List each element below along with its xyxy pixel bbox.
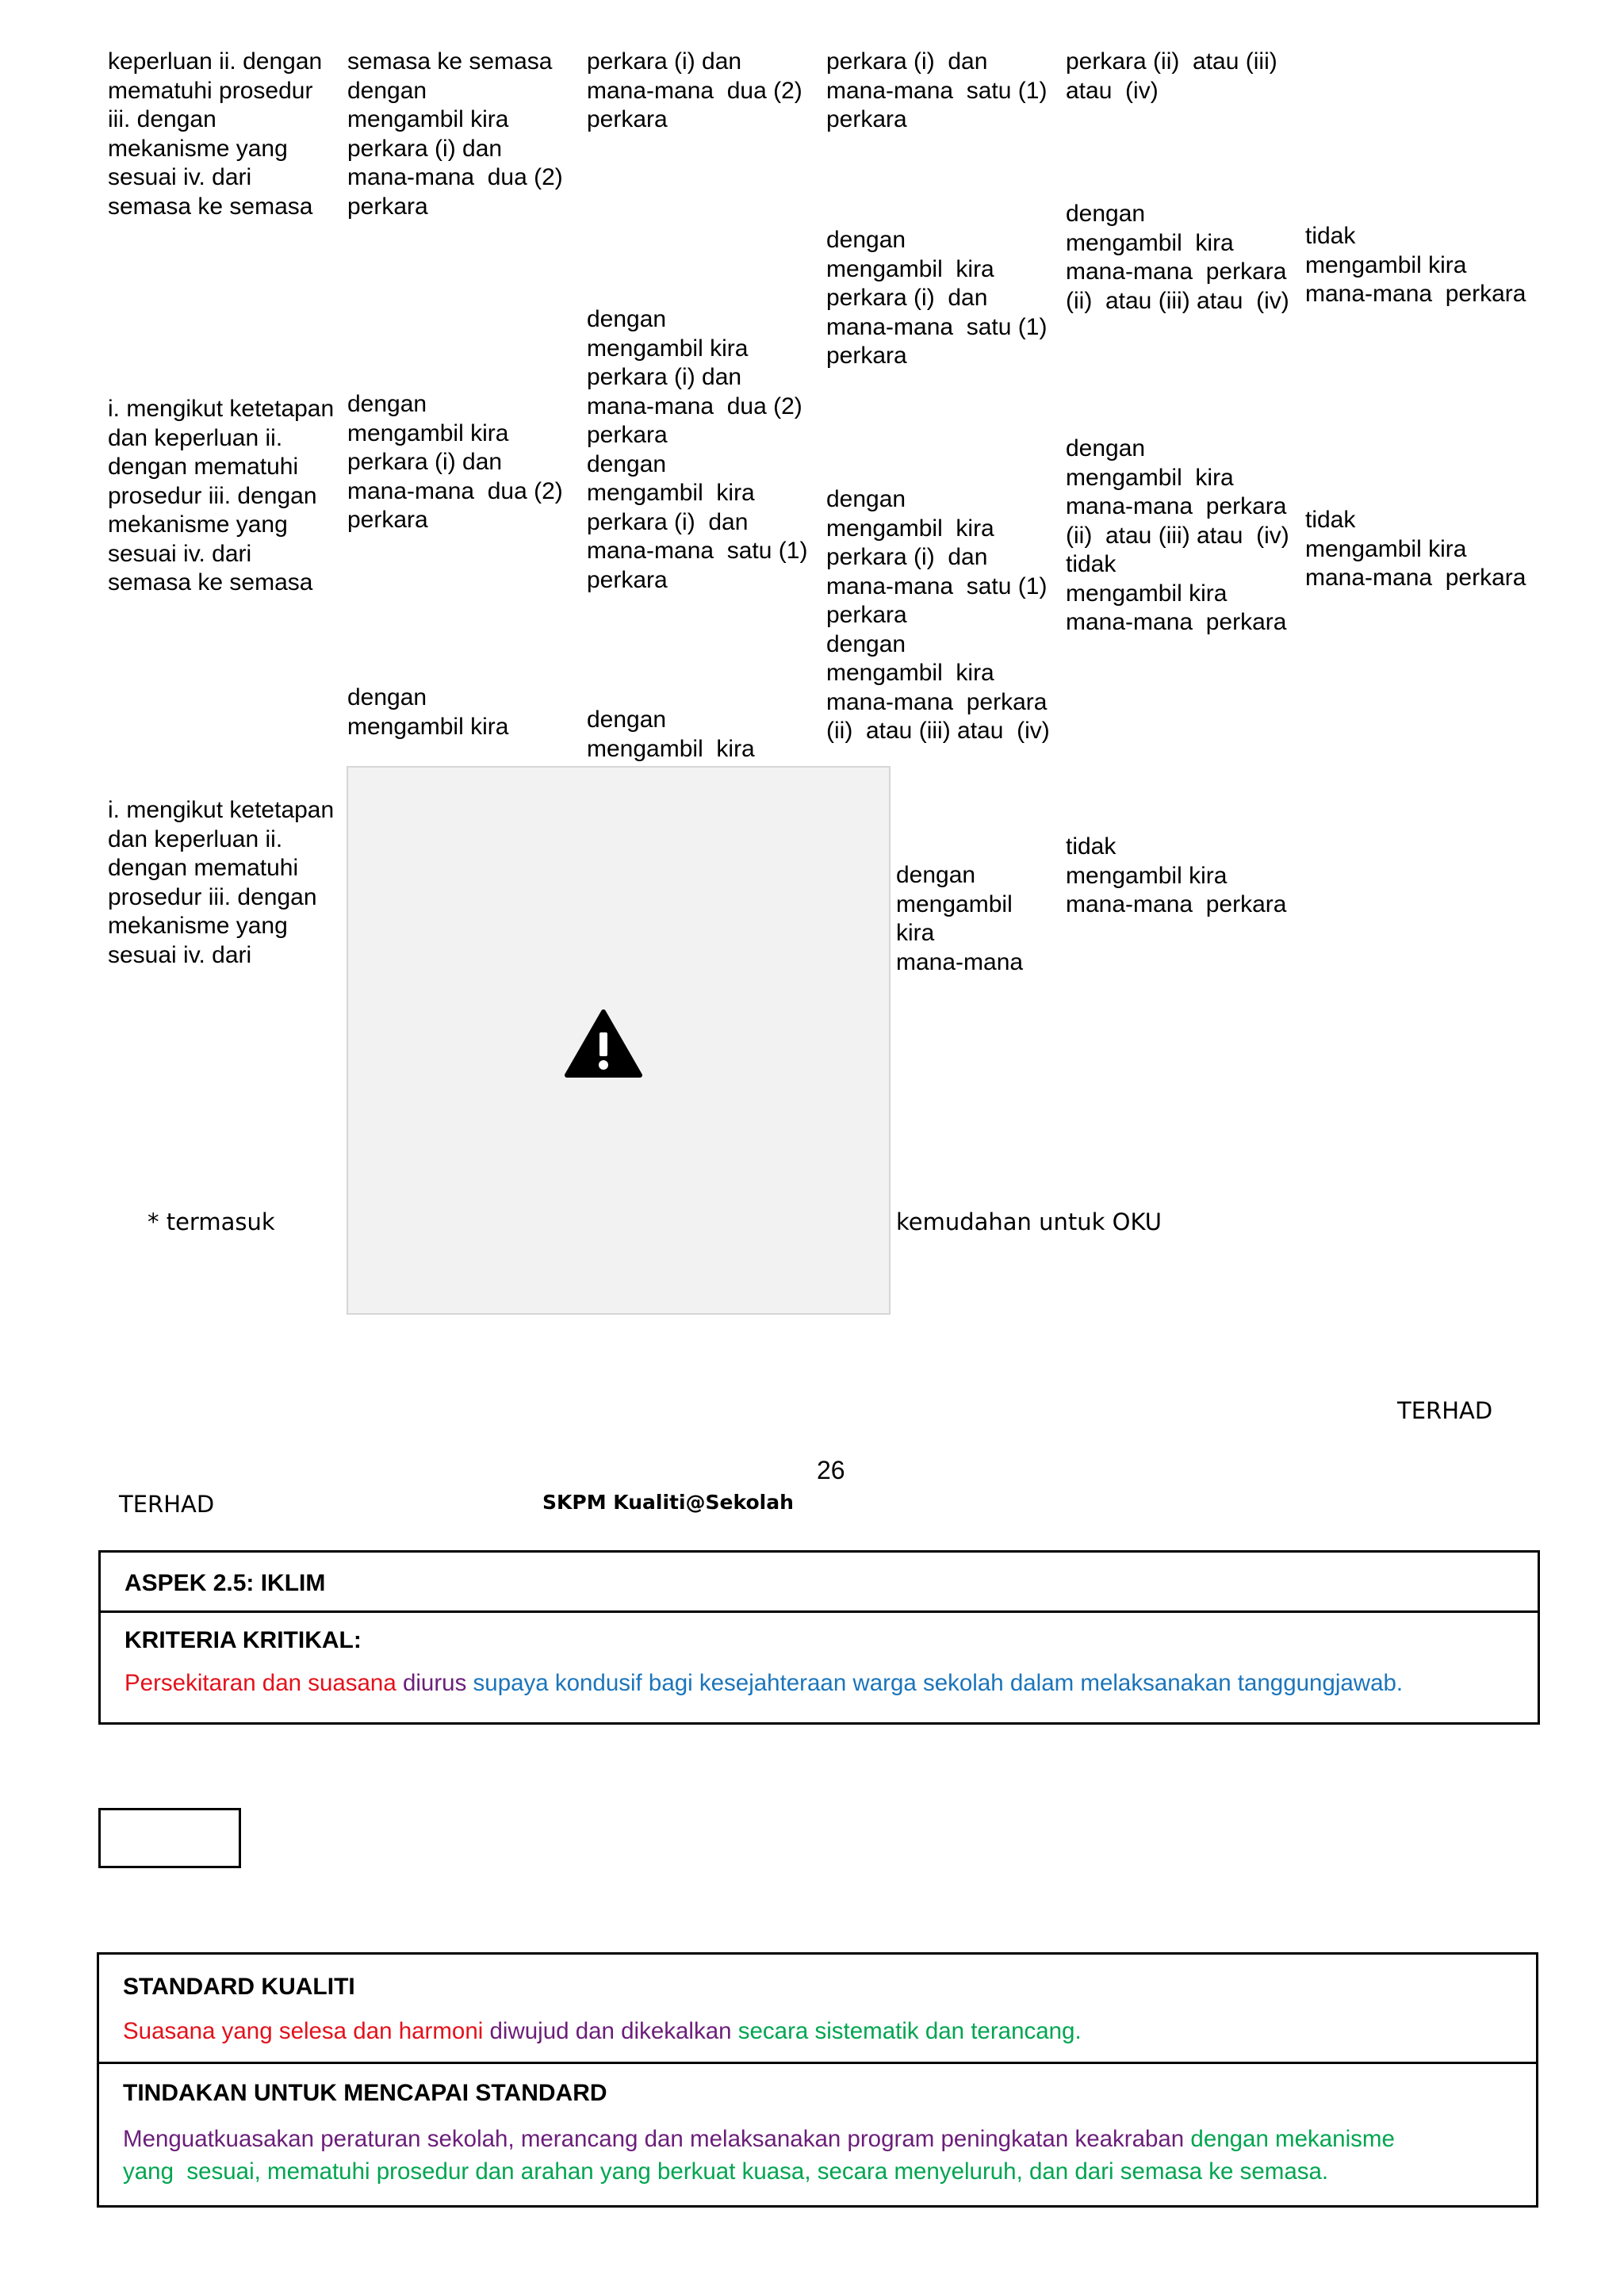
table-cell-r4c4: dengan mengambil kira mana-mana: [896, 862, 1024, 975]
table-cell-r1c3: perkara (i) dan mana-mana dua (2) perkara: [587, 48, 802, 132]
table-cell-r1c1: keperluan ii. dengan mematuhi prosedur iii. dengan mekanisme yang sesuai iv. dari semasa ke semasa: [108, 48, 323, 220]
table-cell-r2c5: dengan mengambil kira mana-mana perkara (ii) atau (iii) atau (iv): [1066, 201, 1289, 314]
table-cell-r4c5: tidak mengambil kira mana-mana perkara: [1066, 833, 1287, 917]
kriteria-row: [101, 1613, 1538, 1722]
table-cell-r1c2: semasa ke semasa dengan mengambil kira perkara (i) dan mana-mana dua (2) perkara: [347, 48, 563, 220]
table-cell-r3c2: dengan mengambil kira: [347, 684, 509, 740]
note-right: kemudahan untuk OKU: [896, 1208, 1162, 1235]
aspek-box: [98, 1550, 1540, 1725]
table-cell-r3c4: dengan mengambil kira perkara (i) dan mana-mana satu (1) perkara dengan mengambil kira mana-mana perkara (ii) atau (iii) atau (iv): [826, 486, 1050, 744]
table-cell-r2c1: i. mengikut ketetapan dan keperluan ii. dengan mematuhi prosedur iii. dengan mekanisme yang sesuai iv. dari semasa ke semasa: [108, 396, 335, 596]
kriteria-purpose: supaya kondusif bagi kesejahteraan warga sekolah dalam melaksanakan tanggungjawab.: [473, 1670, 1404, 1696]
table-cell-r2c3: dengan mengambil kira perkara (i) dan mana-mana dua (2) perkara dengan mengambil kira perkara (i) dan mana-mana satu (1) perkara: [587, 306, 808, 593]
standard-box: [97, 1952, 1538, 2208]
kriteria-subject: Persekitaran dan suasana: [124, 1670, 396, 1696]
tindakan-row: [99, 2064, 1536, 2205]
kriteria-text: [124, 1667, 1403, 1699]
standard-manner: secara sistematik dan terancang.: [737, 2018, 1082, 2044]
terhad-label-top: TERHAD: [1397, 1397, 1493, 1424]
aspek-title: ASPEK 2.5: IKLIM: [124, 1570, 326, 1596]
score-box: [98, 1808, 241, 1868]
table-cell-r3c5: dengan mengambil kira mana-mana perkara (ii) atau (iii) atau (iv) tidak mengambil kira mana-mana perkara: [1066, 435, 1289, 635]
tindakan-manner: dengan mekanisme yang sesuai, mematuhi prosedur dan arahan yang berkuat kuasa, secara menyeluruh, dan dari semasa ke semasa.: [123, 2126, 1395, 2185]
standard-row: [99, 1955, 1536, 2064]
tindakan-action: Menguatkuasakan peraturan sekolah, merancang dan melaksanakan program peningkatan keakraban: [123, 2126, 1185, 2152]
table-cell-r2c6: tidak mengambil kira mana-mana perkara: [1305, 223, 1526, 307]
page-number: 26: [817, 1456, 845, 1484]
table-cell-r3c6: tidak mengambil kira mana-mana perkara: [1305, 507, 1526, 591]
tindakan-heading: TINDAKAN UNTUK MENCAPAI STANDARD: [123, 2080, 607, 2106]
tindakan-text: [123, 2123, 1395, 2188]
table-cell-r1c4: perkara (i) dan mana-mana satu (1) perkara: [826, 48, 1048, 132]
table-cell-r2c4: dengan mengambil kira perkara (i) dan mana-mana satu (1) perkara: [826, 227, 1048, 369]
table-cell-r4c1: i. mengikut ketetapan dan keperluan ii. dengan mematuhi prosedur iii. dengan mekanisme yang sesuai iv. dari: [108, 797, 335, 968]
terhad-label-left: TERHAD: [119, 1491, 215, 1518]
warning-triangle-icon: [565, 1009, 642, 1078]
brand-label: SKPM Kualiti@Sekolah: [542, 1491, 794, 1514]
note-left: * termasuk: [147, 1208, 275, 1235]
kriteria-verb: diurus: [402, 1670, 467, 1696]
standard-title: STANDARD KUALITI: [123, 1974, 355, 2000]
table-cell-r3c3: dengan mengambil kira: [587, 707, 755, 762]
standard-subject: Suasana yang selesa dan harmoni: [123, 2018, 484, 2044]
kriteria-heading: KRITERIA KRITIKAL:: [124, 1627, 362, 1653]
standard-verb: diwujud dan dikekalkan: [489, 2018, 732, 2044]
table-cell-r1c5: perkara (ii) atau (iii) atau (iv): [1066, 48, 1277, 104]
table-cell-r2c2: dengan mengambil kira perkara (i) dan mana-mana dua (2) perkara: [347, 391, 563, 533]
aspek-title-row: [101, 1553, 1538, 1613]
standard-text: [123, 2015, 1082, 2047]
